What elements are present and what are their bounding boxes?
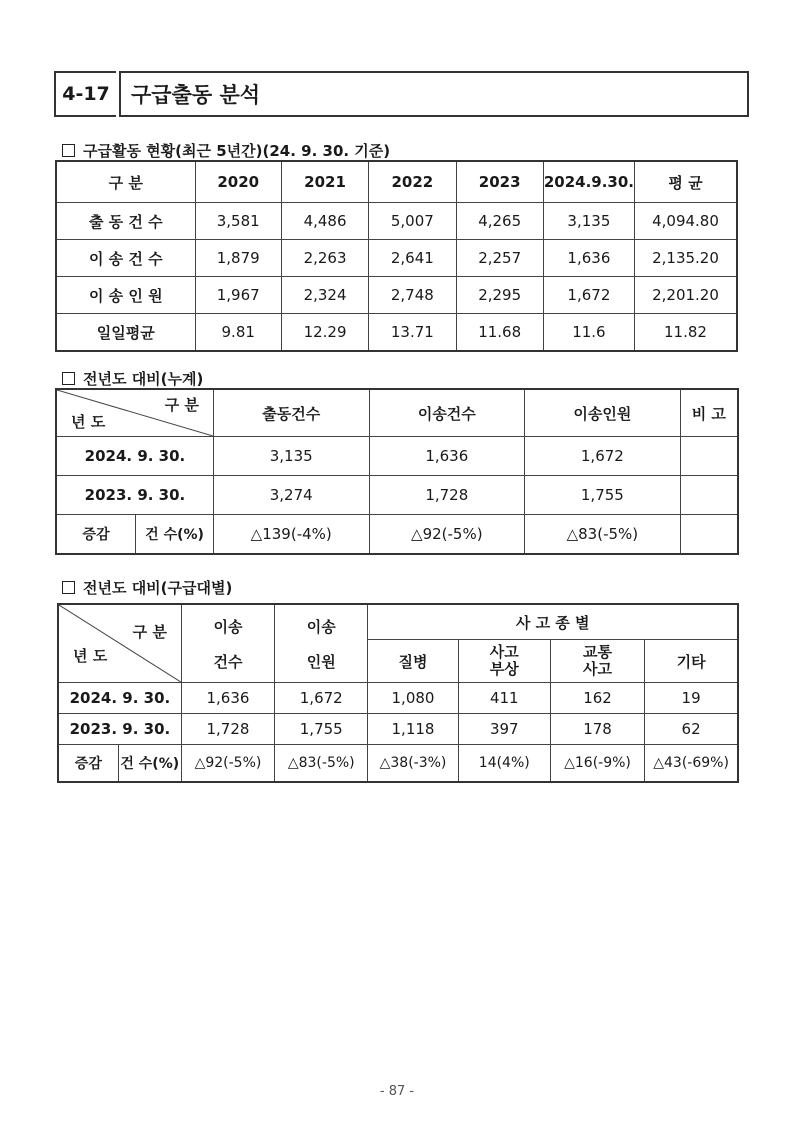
diagonal-line <box>59 605 181 682</box>
table-row <box>56 314 737 352</box>
table-row <box>56 203 737 240</box>
header-line: 사고 <box>583 660 613 678</box>
table-cell: 2,748 <box>369 277 456 314</box>
header-cell: 평 균 <box>634 161 737 203</box>
header-line: 인원 <box>306 652 336 671</box>
table-cell: 2,295 <box>456 277 543 314</box>
header-cell: 2023 <box>456 161 543 203</box>
header-cell: 2024.9.30. <box>543 161 634 203</box>
table-cell: △16(-9%) <box>550 745 644 783</box>
table-cell: 162 <box>550 683 644 714</box>
corner-bottom-label: 년 도 <box>71 413 106 431</box>
table-cell: 13.71 <box>369 314 456 352</box>
header-cell: 이송건수 <box>369 389 525 437</box>
table-cell: 1,636 <box>181 683 274 714</box>
table-cell: 11.6 <box>543 314 634 352</box>
table-cell: △83(-5%) <box>275 745 368 783</box>
header-cell <box>181 604 274 683</box>
accident-group-header: 사 고 종 별 <box>368 604 738 640</box>
yoy-cumulative-table <box>55 388 739 555</box>
table-cell: 1,636 <box>543 240 634 277</box>
table-header-row <box>56 161 737 203</box>
table-cell: △92(-5%) <box>369 515 525 555</box>
table-cell: 178 <box>550 714 644 745</box>
header-line: 사고 <box>489 642 519 661</box>
table-cell: 3,135 <box>213 437 369 476</box>
table-cell: 1,672 <box>275 683 368 714</box>
table-cell: 3,274 <box>213 476 369 515</box>
section1-heading <box>62 140 390 161</box>
corner-bottom-label: 년 도 <box>73 647 108 665</box>
table-cell: 19 <box>645 683 738 714</box>
header-cell: 이송인원 <box>525 389 681 437</box>
row-label: 2023. 9. 30. <box>58 714 181 745</box>
table-cell: 1,672 <box>543 277 634 314</box>
header-cell: 2021 <box>281 161 368 203</box>
row-label: 2024. 9. 30. <box>56 437 213 476</box>
table-cell: 1,879 <box>195 240 281 277</box>
header-cell: 2022 <box>369 161 456 203</box>
table-cell: 1,755 <box>525 476 681 515</box>
table-row <box>56 437 738 476</box>
header-line: 이송 <box>306 617 336 636</box>
table-cell: 1,755 <box>275 714 368 745</box>
table-cell: 2,641 <box>369 240 456 277</box>
header-cell: 기타 <box>645 640 738 683</box>
table-cell: 1,672 <box>525 437 681 476</box>
table-cell: 12.29 <box>281 314 368 352</box>
section1-title: 구급활동 현황(최근 5년간)(24. 9. 30. 기준) <box>83 142 391 160</box>
table-row <box>58 683 738 714</box>
table-cell: 62 <box>645 714 738 745</box>
table-cell: 2,201.20 <box>634 277 737 314</box>
checkbox-square-icon <box>62 372 75 385</box>
section3-title: 전년도 대비(구급대별) <box>83 579 233 597</box>
row-label: 출 동 건 수 <box>56 203 195 240</box>
table-row <box>56 515 738 555</box>
checkbox-square-icon <box>62 144 75 157</box>
corner-top-label: 구 분 <box>164 396 199 414</box>
row-label: 일일평균 <box>56 314 195 352</box>
table-cell: 2,135.20 <box>634 240 737 277</box>
table-cell: 3,135 <box>543 203 634 240</box>
section2-title: 전년도 대비(누계) <box>83 370 204 388</box>
table-row <box>56 476 738 515</box>
header-cell: 질병 <box>368 640 458 683</box>
table-cell: △139(-4%) <box>213 515 369 555</box>
row-label: 2023. 9. 30. <box>56 476 213 515</box>
table-cell: 1,728 <box>369 476 525 515</box>
table-cell: 14(4%) <box>458 745 550 783</box>
section-number: 4-17 <box>54 71 116 117</box>
diff-sublabel: 건 수(%) <box>118 745 181 783</box>
header-cell: 출동건수 <box>213 389 369 437</box>
table-cell: 5,007 <box>369 203 456 240</box>
row-label: 2024. 9. 30. <box>58 683 181 714</box>
table-cell: 1,728 <box>181 714 274 745</box>
table-cell: 9.81 <box>195 314 281 352</box>
section2-heading <box>62 368 203 389</box>
table-cell: 11.68 <box>456 314 543 352</box>
section3-heading <box>62 577 232 598</box>
row-label: 이 송 건 수 <box>56 240 195 277</box>
table-cell <box>680 476 738 515</box>
table-cell: 2,257 <box>456 240 543 277</box>
table-cell: △38(-3%) <box>368 745 458 783</box>
diff-sublabel: 건 수(%) <box>136 515 214 555</box>
table-cell: 4,094.80 <box>634 203 737 240</box>
diagonal-corner-cell <box>58 604 181 683</box>
table-cell: 3,581 <box>195 203 281 240</box>
activity-table <box>55 160 738 352</box>
section-header <box>54 71 749 117</box>
page-number: - 87 - <box>379 1084 415 1099</box>
table-cell: 1,636 <box>369 437 525 476</box>
table-cell <box>680 515 738 555</box>
table-row <box>56 277 737 314</box>
table-cell: 1,967 <box>195 277 281 314</box>
header-line: 이송 <box>213 617 243 636</box>
table-cell: 4,265 <box>456 203 543 240</box>
corner-top-label: 구 분 <box>132 623 167 641</box>
header-line: 부상 <box>489 660 519 678</box>
row-label: 이 송 인 원 <box>56 277 195 314</box>
table-cell: △43(-69%) <box>645 745 738 783</box>
header-line: 건수 <box>213 652 243 671</box>
diff-label: 증감 <box>58 745 118 783</box>
table-cell: 4,486 <box>281 203 368 240</box>
table-cell: 2,324 <box>281 277 368 314</box>
table-header-row <box>58 604 738 640</box>
table-cell: 397 <box>458 714 550 745</box>
table-row <box>58 714 738 745</box>
table-row <box>58 745 738 783</box>
table-cell: 11.82 <box>634 314 737 352</box>
table-cell: △92(-5%) <box>181 745 274 783</box>
yoy-by-unit-table <box>57 603 739 783</box>
header-cell: 구 분 <box>56 161 195 203</box>
header-cell <box>458 640 550 683</box>
table-cell: 1,080 <box>368 683 458 714</box>
checkbox-square-icon <box>62 581 75 594</box>
diagonal-corner-cell <box>56 389 213 437</box>
table-cell: 2,263 <box>281 240 368 277</box>
header-cell <box>550 640 644 683</box>
header-cell <box>275 604 368 683</box>
section-title: 구급출동 분석 <box>119 71 749 117</box>
header-cell: 비 고 <box>680 389 738 437</box>
table-header-row <box>56 389 738 437</box>
header-cell: 2020 <box>195 161 281 203</box>
table-row <box>56 240 737 277</box>
table-cell: △83(-5%) <box>525 515 681 555</box>
table-cell: 1,118 <box>368 714 458 745</box>
diff-label: 증감 <box>56 515 136 555</box>
header-line: 교통 <box>583 642 613 661</box>
table-cell <box>680 437 738 476</box>
table-cell: 411 <box>458 683 550 714</box>
